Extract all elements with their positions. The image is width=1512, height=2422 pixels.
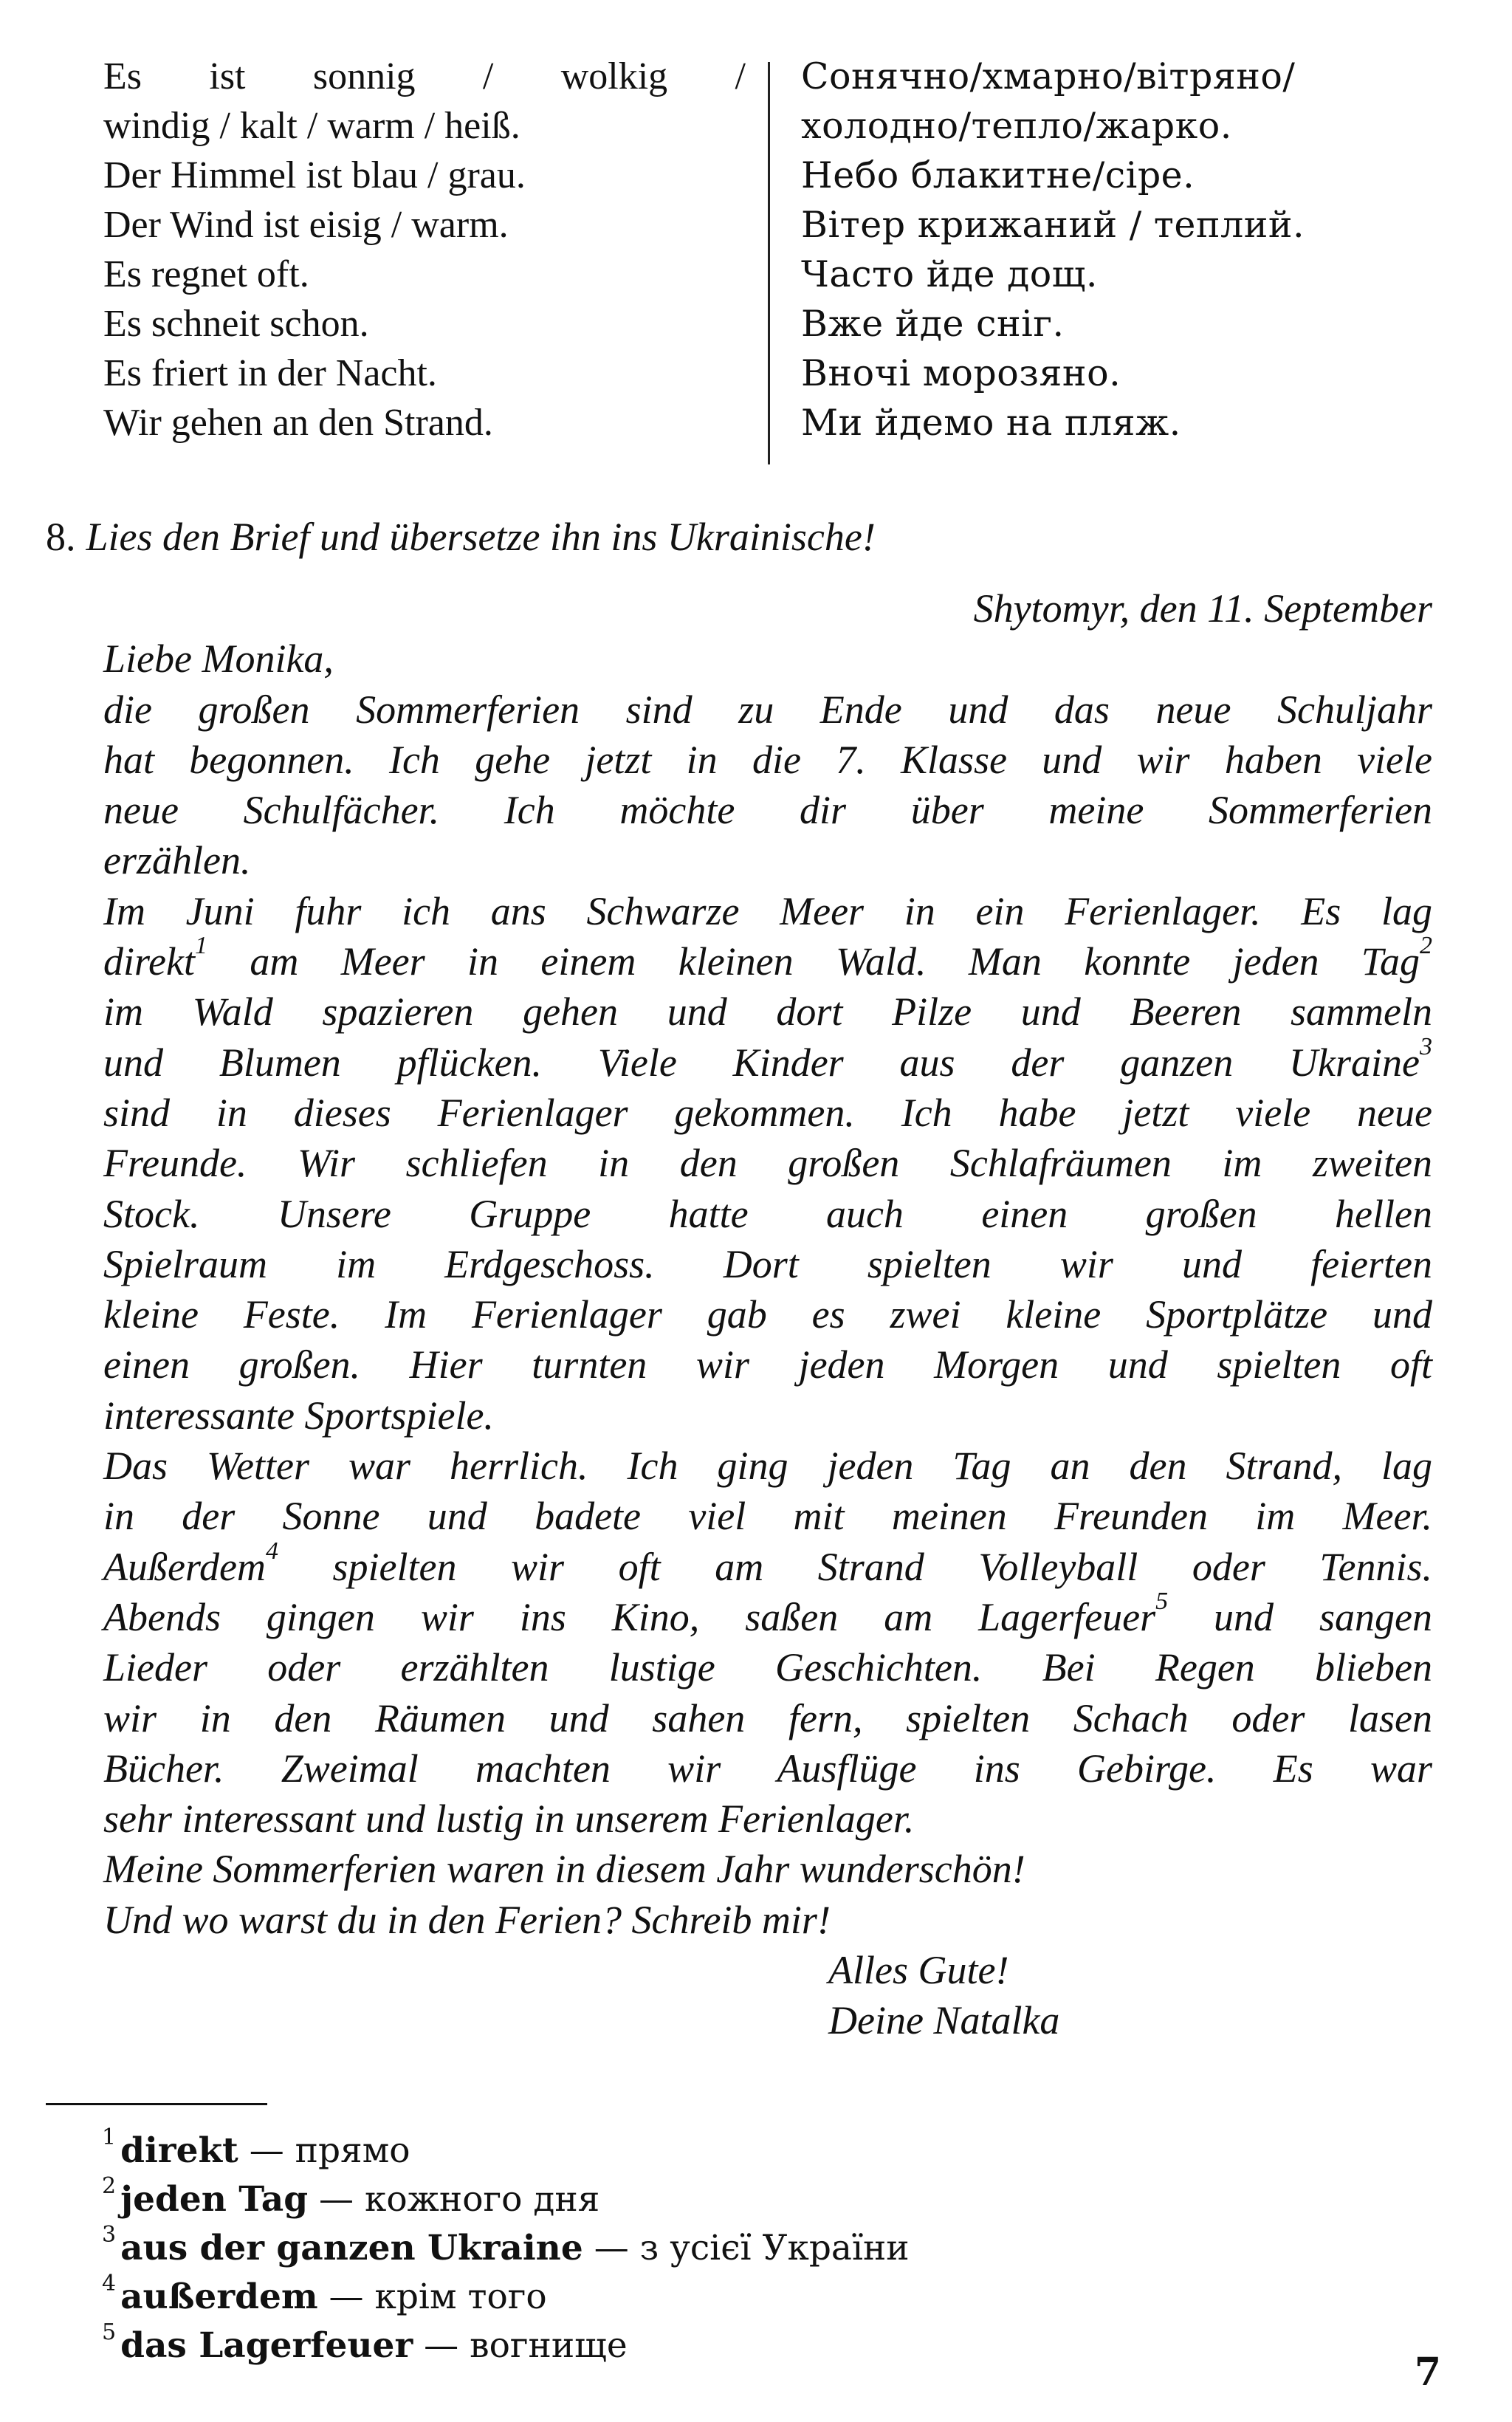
german-line: windig / kalt / warm / heiß.	[103, 105, 520, 147]
german-line: Der Wind ist eisig / warm.	[103, 204, 509, 246]
footnote-number: 4	[102, 2271, 117, 2296]
letter-line: hat begonnen. Ich gehe jetzt in die 7. Klasse und wir haben viele	[103, 737, 1432, 782]
letter-text: spielten wir oft am Strand Volleyball oder Tennis.	[278, 1544, 1432, 1589]
letter-text: und sangen	[1168, 1594, 1432, 1639]
footnotes	[102, 2124, 910, 2370]
ukrainian-column	[770, 52, 1447, 464]
letter-text: und Blumen pflücken. Viele Kinder aus der ganzen Ukraine	[103, 1040, 1420, 1085]
letter-line: Das Wetter war herrlich. Ich ging jeden Tag an den Strand, lag	[103, 1444, 1432, 1489]
footnote-gloss: — вогнище	[413, 2325, 628, 2366]
letter-line: Spielraum im Erdgeschoss. Dort spielten wir und feierten	[103, 1241, 1432, 1286]
letter-text: am Meer in einem kleinen Wald. Man konnte jeden Tag	[207, 939, 1420, 984]
letter-greeting: Liebe Monika,	[103, 637, 334, 682]
footnote-term: jeden Tag	[120, 2179, 309, 2220]
task-number: 8.	[46, 515, 76, 559]
letter-line: in der Sonne und badete viel mit meinen Freunden im Meer.	[103, 1494, 1432, 1539]
ukrainian-line: Часто йде дощ.	[801, 253, 1098, 295]
footnote-gloss: — прямо	[238, 2130, 410, 2171]
footnote-gloss: — кожного дня	[308, 2179, 600, 2220]
letter-line: sehr interessant und lustig in unserem Ferienlager.	[103, 1797, 915, 1842]
letter-line: wir in den Räumen und sahen fern, spielten Schach oder lasen	[103, 1695, 1432, 1740]
letter-line: die großen Sommerferien sind zu Ende und das neue Schuljahr	[103, 687, 1432, 732]
footnote-mark: 2	[1420, 932, 1432, 960]
letter-line: Meine Sommerferien waren in diesem Jahr wunderschön!	[103, 1847, 1025, 1892]
footnote-term: außerdem	[120, 2277, 318, 2317]
footnote-mark: 1	[194, 932, 207, 960]
german-line: Es friert in der Nacht.	[103, 352, 437, 394]
letter-line: im Wald spazieren gehen und dort Pilze und Beeren sammeln	[103, 989, 1432, 1035]
letter-line: Freunde. Wir schliefen in den großen Schlafräumen im zweiten	[103, 1141, 1432, 1186]
footnote-number: 1	[102, 2124, 117, 2150]
letter-line: neue Schulfächer. Ich möchte dir über meine Sommerferien	[103, 788, 1432, 833]
letter-line: einen großen. Hier turnten wir jeden Morgen und spielten oft	[103, 1342, 1432, 1387]
footnote	[102, 2319, 910, 2370]
ukrainian-line: Вітер крижаний / теплий.	[801, 204, 1305, 246]
footnote-gloss: — крім того	[317, 2277, 547, 2317]
letter-line	[103, 1588, 1432, 1642]
footnote	[102, 2175, 910, 2224]
footnote-number: 3	[102, 2222, 117, 2248]
page-number: 7	[1414, 2350, 1441, 2395]
footnote	[102, 2124, 910, 2175]
footnote-number: 5	[102, 2319, 117, 2345]
letter	[103, 583, 1432, 2046]
letter-line	[103, 932, 1432, 987]
letter-line: Bücher. Zweimal machten wir Ausflüge ins Gebirge. Es war	[103, 1746, 1432, 1791]
german-line: Es ist sonnig / wolkig /	[103, 55, 746, 97]
letter-signature: Deine Natalka	[828, 1998, 1060, 2043]
letter-line: Und wo warst du in den Ferien? Schreib mir!	[103, 1897, 831, 1942]
footnote	[102, 2224, 910, 2273]
letter-line: erzählen.	[103, 838, 251, 883]
letter-line: Im Juni fuhr ich ans Schwarze Meer in ein Ferienlager. Es lag	[103, 888, 1432, 933]
footnote-gloss: — з усієї України	[583, 2228, 910, 2268]
footnote-rule	[46, 2103, 267, 2105]
letter-line: sind in dieses Ferienlager gekommen. Ich habe jetzt viele neue	[103, 1090, 1432, 1135]
ukrainian-line: Вже йде сніг.	[801, 303, 1065, 345]
letter-line	[103, 1537, 1432, 1592]
letter-line	[103, 1032, 1432, 1088]
ukrainian-line: Сонячно/хмарно/вітряно/	[801, 55, 1296, 97]
letter-text: direkt	[103, 939, 195, 984]
footnote-mark: 3	[1420, 1032, 1432, 1060]
footnote-number: 2	[102, 2173, 117, 2199]
letter-text: Abends gingen wir ins Kino, saßen am Lagerfeuer	[103, 1594, 1156, 1639]
german-line: Der Himmel ist blau / grau.	[103, 154, 526, 196]
footnote-mark: 5	[1155, 1588, 1169, 1616]
footnote-mark: 4	[265, 1537, 278, 1565]
ukrainian-line: Вночі морозяно.	[801, 352, 1121, 394]
letter-place-date: Shytomyr, den 11. September	[973, 586, 1432, 631]
letter-line: kleine Feste. Im Ferienlager gab es zwei kleine Sportplätze und	[103, 1292, 1432, 1337]
ukrainian-line: Небо блакитне/сіре.	[801, 154, 1195, 196]
task-instruction: Lies den Brief und übersetze ihn ins Ukrainische!	[86, 515, 876, 559]
ukrainian-line: Ми йдемо на пляж.	[801, 402, 1181, 444]
task-heading	[46, 514, 876, 560]
letter-line: interessante Sportspiele.	[103, 1393, 494, 1438]
german-line: Wir gehen an den Strand.	[103, 402, 493, 444]
letter-text: Außerdem	[103, 1544, 266, 1589]
letter-closing: Alles Gute!	[828, 1948, 1009, 1993]
letter-line: Lieder oder erzählten lustige Geschichten. Bei Regen blieben	[103, 1645, 1432, 1690]
footnote-term: aus der ganzen Ukraine	[120, 2228, 583, 2268]
german-column	[103, 52, 768, 464]
german-line: Es regnet oft.	[103, 253, 309, 295]
ukrainian-line: холодно/тепло/жарко.	[801, 105, 1232, 147]
vocabulary-table	[103, 52, 1447, 464]
footnote	[102, 2273, 910, 2322]
letter-line: Stock. Unsere Gruppe hatte auch einen großen hellen	[103, 1191, 1432, 1236]
footnote-term: direkt	[120, 2130, 238, 2171]
german-line: Es schneit schon.	[103, 303, 369, 345]
footnote-term: das Lagerfeuer	[120, 2325, 413, 2366]
